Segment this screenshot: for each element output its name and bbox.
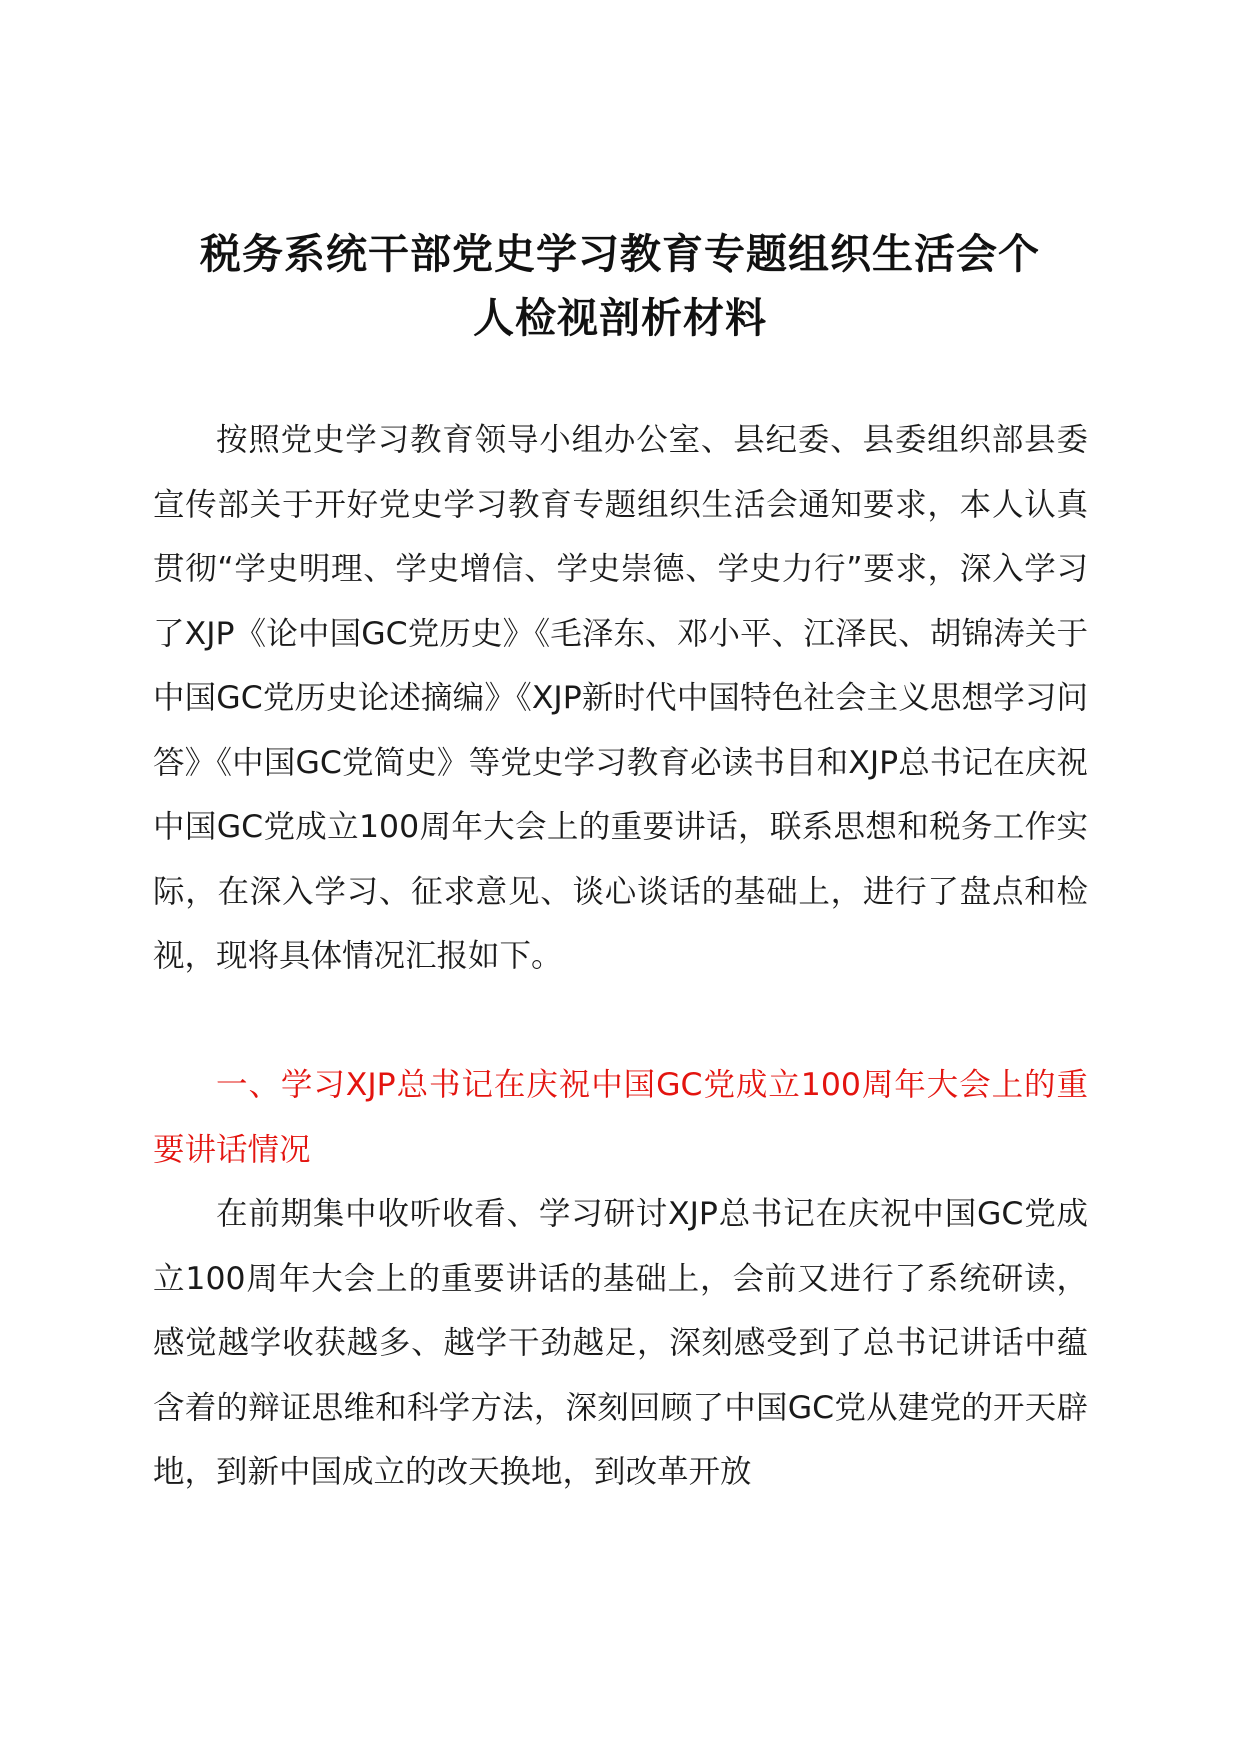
document-title-line-1: 税务系统干部党史学习教育专题组织生活会个 bbox=[200, 230, 1040, 278]
section-1-paragraph: 在前期集中收听收看、学习研讨XJP总书记在庆祝中国GC党成立100周年大会上的重要讲话的基础上，会前又进行了系统研读，感觉越学收获越多、越学干劲越足，深刻感受到了总书记讲话中蕴含着的辩证思维和科学方法，深刻回顾了中国GC党从建党的开天辟地，到新中国成立的改天换地，到改革开放 bbox=[153, 1196, 1088, 1490]
section-heading-1: 一、学习XJP总书记在庆祝中国GC党成立100周年大会上的重要讲话情况 bbox=[153, 1067, 1088, 1168]
document-title bbox=[150, 222, 1090, 350]
document-title-line-2: 人检视剖析材料 bbox=[473, 294, 767, 342]
intro-paragraph: 按照党史学习教育领导小组办公室、县纪委、县委组织部县委宣传部关于开好党史学习教育专题组织生活会通知要求，本人认真贯彻“学史明理、学史增信、学史崇德、学史力行”要求，深入学习了XJP《论中国GC党历史》《毛泽东、邓小平、江泽民、胡锦涛关于中国GC党历史论述摘编》《XJP新时代中国特色社会主义思想学习问答》《中国GC党简史》等党史学习教育必读书目和XJP总书记在庆祝中国GC党成立100周年大会上的重要讲话，联系思想和税务工作实际，在深入学习、征求意见、谈心谈话的基础上，进行了盘点和检视，现将具体情况汇报如下。 bbox=[153, 422, 1088, 974]
